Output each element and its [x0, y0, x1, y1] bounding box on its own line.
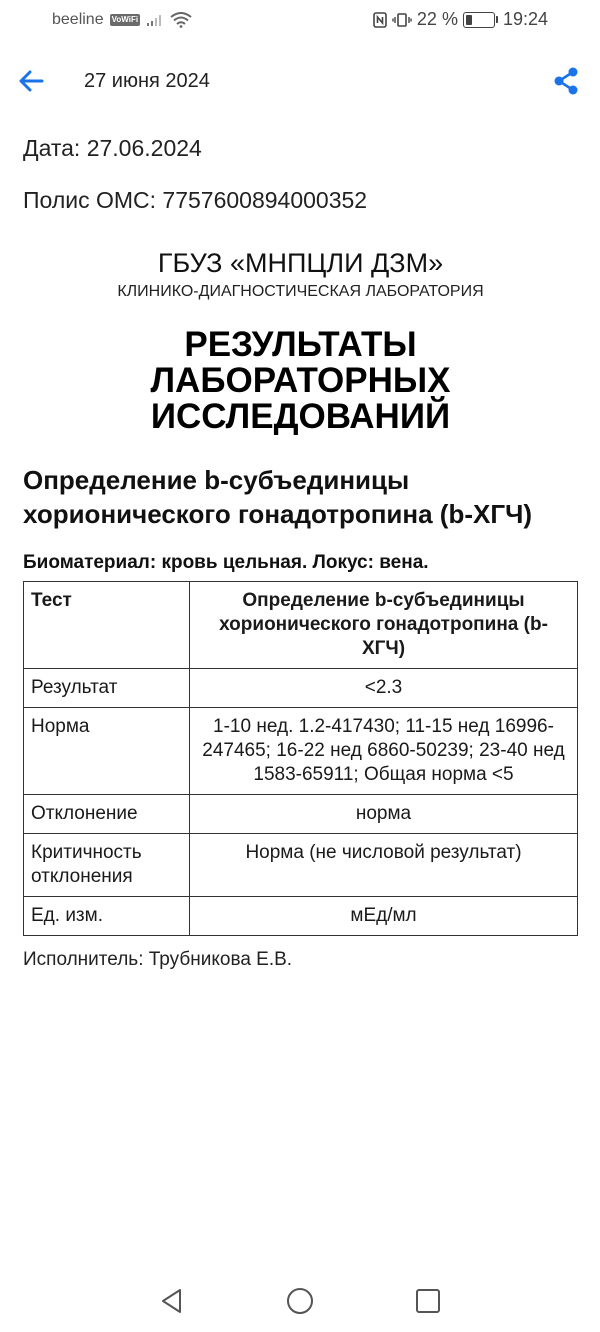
date-line: Дата: 27.06.2024	[23, 135, 202, 161]
nfc-icon	[373, 12, 387, 28]
carrier-name: beeline	[52, 11, 104, 28]
row-label: Отклонение	[24, 795, 190, 834]
row-value: Норма (не числовой результат)	[190, 834, 578, 897]
nav-back-button[interactable]	[157, 1286, 187, 1316]
row-label: Ед. изм.	[24, 897, 190, 936]
circle-home-icon	[285, 1286, 315, 1316]
nav-recents-button[interactable]	[413, 1286, 443, 1316]
battery-percent: 22 %	[416, 9, 458, 29]
table-row	[24, 708, 578, 795]
system-nav-bar	[0, 1280, 600, 1320]
wifi-icon	[170, 12, 192, 28]
row-value: 1-10 нед. 1.2-417430; 11-15 нед 16996-247465; 16-22 нед 6860-50239; 23-40 нед 1583-65911; Общая норма <5	[190, 708, 578, 795]
row-label: Результат	[24, 669, 190, 708]
org-name: ГБУЗ «МНПЦЛИ ДЗМ»	[157, 248, 444, 278]
section-title: Определение b-субъединицы хорионического гонадотропина (b-ХГЧ)	[23, 465, 532, 529]
document-content	[23, 130, 578, 971]
app-bar	[0, 58, 600, 104]
status-left	[52, 11, 192, 29]
square-recents-icon	[413, 1286, 443, 1316]
table-row	[24, 795, 578, 834]
table-row	[24, 897, 578, 936]
nav-home-button[interactable]	[285, 1286, 315, 1316]
battery-icon	[463, 12, 495, 28]
table-header-row	[24, 582, 578, 669]
results-table	[23, 581, 578, 936]
vowifi-badge: VoWiFi	[111, 15, 139, 24]
executor-line: Исполнитель: Трубникова Е.В.	[23, 949, 293, 970]
battery-tip	[496, 16, 498, 23]
header-value-cell: Определение b-субъединицы хорионического гонадотропина (b-ХГЧ)	[190, 582, 578, 669]
org-subtitle: КЛИНИКО-ДИАГНОСТИЧЕСКАЯ ЛАБОРАТОРИЯ	[117, 283, 484, 300]
row-value: <2.3	[190, 669, 578, 708]
app-title: 27 июня 2024	[84, 70, 210, 92]
arrow-left-icon	[16, 66, 46, 96]
triangle-back-icon	[157, 1286, 187, 1316]
row-label: Критичность отклонения	[24, 834, 190, 897]
header-label-cell: Тест	[24, 582, 190, 669]
row-value: норма	[190, 795, 578, 834]
status-right	[373, 9, 548, 30]
policy-line: Полис ОМС: 7757600894000352	[23, 187, 368, 213]
report-title: РЕЗУЛЬТАТЫ ЛАБОРАТОРНЫХ ИССЛЕДОВАНИЙ	[150, 325, 451, 436]
table-row	[24, 669, 578, 708]
table-row	[24, 834, 578, 897]
row-label: Норма	[24, 708, 190, 795]
row-value: мЕд/мл	[190, 897, 578, 936]
biomaterial-line: Биоматериал: кровь цельная. Локус: вена.	[23, 552, 429, 573]
vibrate-icon	[392, 12, 412, 28]
signal-icon	[146, 13, 164, 27]
battery-level	[466, 15, 472, 25]
share-icon	[552, 66, 580, 96]
status-bar	[0, 0, 600, 42]
back-button[interactable]	[16, 66, 46, 96]
clock: 19:24	[502, 9, 548, 29]
share-button[interactable]	[552, 66, 580, 96]
